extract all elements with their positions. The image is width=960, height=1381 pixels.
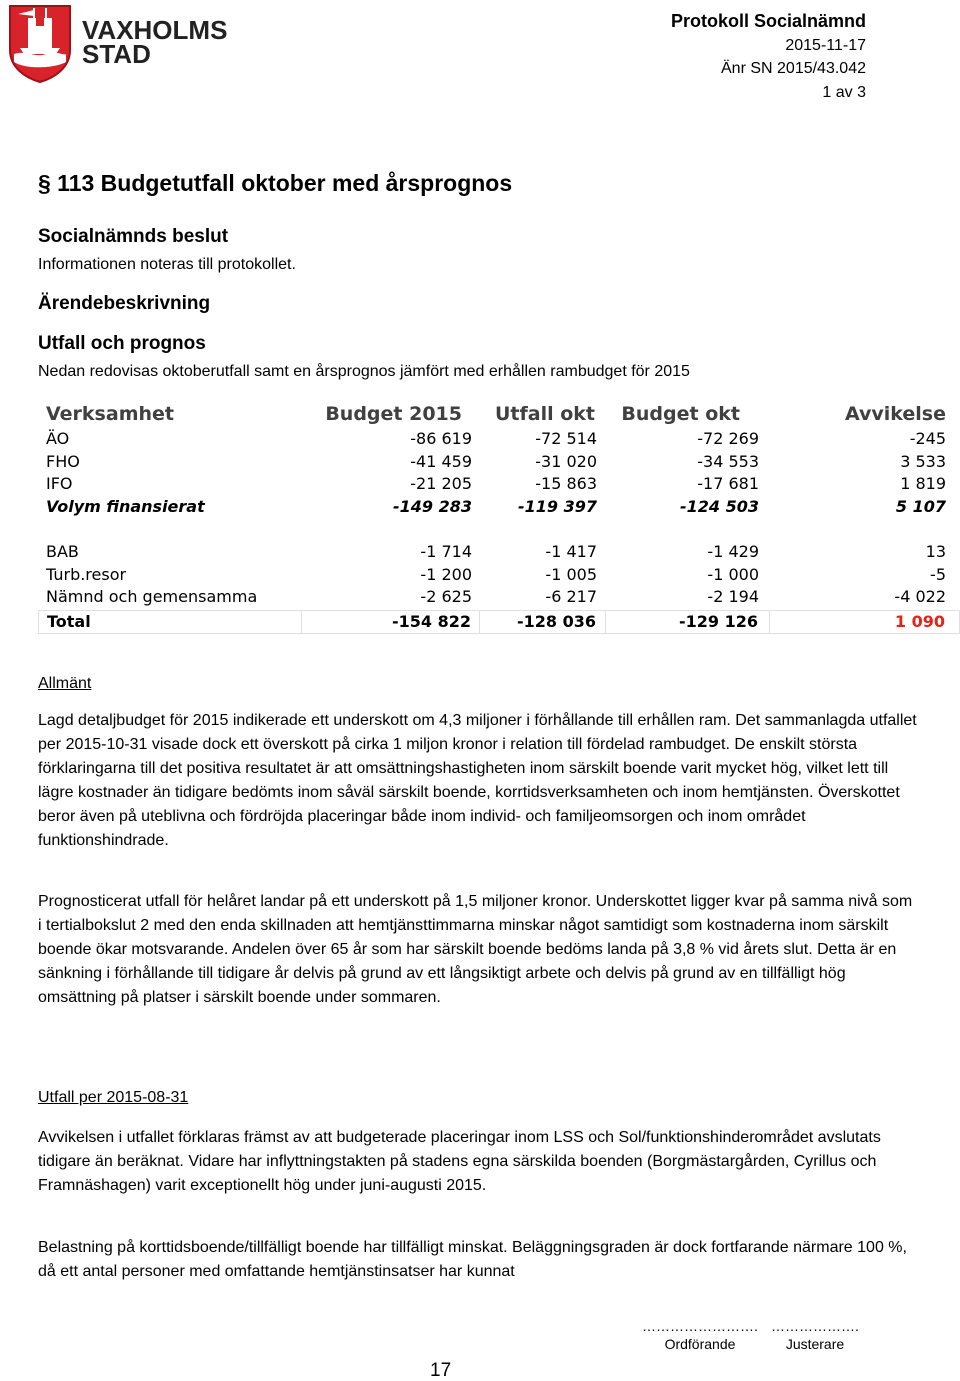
- doc-ref: Änr SN 2015/43.042: [721, 60, 866, 77]
- signature-line: ……………….: [771, 1318, 859, 1334]
- outcome-aug-paragraph-1: Avvikelsen i utfallet förklaras främst av att budgeterade placeringar inom LSS och Sol/funktionshinderområdet avslutats tidigare än beräknat. Vidare har inflyttningstakten på stadens egna särskilda boenden (Borgmästargården, Cyrillus och Framnäshagen) varit exceptionellt hög under juni-augusti 2015.: [38, 1129, 881, 1194]
- description-heading: Ärendebeskrivning: [38, 293, 211, 314]
- table-cell: -72 514: [535, 429, 597, 448]
- table-cell: 13: [925, 542, 946, 561]
- budget-table: [38, 400, 960, 634]
- table-cell: -154 822: [391, 611, 471, 631]
- org-name-line2: STAD: [82, 39, 151, 69]
- table-cell: -17 681: [697, 474, 759, 493]
- table-cell: -1 000: [707, 564, 759, 584]
- page-indicator: 1 av 3: [822, 83, 866, 101]
- outcome-aug-paragraph-2: Belastning på korttidsboende/tillfälligt boende har tillfälligt minskat. Beläggningsgraden är dock fortfarande närmare 100 %, då ett antal personer med omfattande hemtjänstinsatser har kunnat: [38, 1239, 907, 1280]
- table-cell: -124 503: [679, 496, 759, 516]
- table-cell: -1 417: [545, 542, 597, 561]
- table-row: [38, 451, 960, 474]
- signature-line: …………………….: [642, 1318, 758, 1334]
- col-header: Budget okt: [621, 403, 740, 425]
- table-row: [38, 428, 960, 451]
- table-cell: -5: [930, 564, 946, 584]
- table-cell: -1 714: [420, 542, 472, 561]
- table-cell: Volym finansierat: [46, 496, 205, 516]
- table-row: [38, 586, 960, 609]
- table-cell: -34 553: [697, 451, 759, 471]
- table-row: [38, 473, 960, 496]
- table-cell: -119 397: [517, 496, 597, 516]
- table-cell: -129 126: [678, 611, 758, 631]
- intro-text: Nedan redovisas oktoberutfall samt en årsprognos jämfört med erhållen rambudget för 2015: [38, 363, 690, 380]
- table-cell: -1 200: [420, 564, 472, 584]
- general-paragraph-1: Lagd detaljbudget för 2015 indikerade ett underskott om 4,3 miljoner i förhållande till erhållen ram. Det sammanlagda utfallet per 2015-10-31 visade dock ett överskott på cirka 1 miljon kronor i relation till fördelad rambudget. De enskilt största förklaringarna till det positiva resultatet är att omsättningshastigheten inom särskilt boende varit mycket hög, vilket lett till lägre kostnader än tidigare bedömts inom såväl särskilt boende, korrtidsverksamheten och inom hemtjänsten. Överskottet beror även på uteblivna och fördröjda placeringar både inom individ- och familjeomsorgen och inom området funktionshindrade.: [38, 712, 917, 849]
- table-header-row: [38, 400, 960, 428]
- table-cell: 1 819: [900, 474, 946, 493]
- table-cell: FHO: [46, 451, 80, 471]
- table-cell: -1 005: [545, 564, 597, 584]
- protocol-header: [671, 10, 866, 104]
- table-cell: -1 429: [707, 542, 759, 561]
- col-header: Utfall okt: [494, 403, 595, 425]
- table-cell: 5 107: [895, 496, 946, 516]
- table-cell: -2 194: [707, 587, 759, 606]
- table-cell: ÄO: [46, 429, 70, 448]
- table-cell: Turb.resor: [46, 564, 127, 584]
- table-row: [38, 541, 960, 564]
- signature-label: Ordförande: [664, 1336, 736, 1352]
- table-cell-highlight: 1 090: [894, 611, 945, 631]
- table-cell: IFO: [46, 474, 73, 493]
- city-logo: [6, 4, 74, 84]
- col-header: Budget 2015: [325, 403, 462, 425]
- signature-label: Justerare: [785, 1336, 845, 1352]
- table-cell: -72 269: [697, 429, 759, 448]
- signature-adjuster: [760, 1318, 870, 1352]
- table-cell: -2 625: [420, 587, 472, 606]
- doc-title: Protokoll Socialnämnd: [670, 11, 866, 31]
- table-cell: -21 205: [410, 474, 472, 493]
- section-title: § 113 Budgetutfall oktober med årsprognos: [38, 170, 513, 196]
- general-heading: Allmänt: [38, 675, 92, 692]
- total-row: [38, 610, 960, 634]
- outcome-heading: Utfall och prognos: [38, 333, 206, 354]
- table-cell: -6 217: [545, 587, 597, 606]
- table-cell: -245: [909, 429, 946, 448]
- col-header: Avvikelse: [844, 403, 946, 425]
- signature-chair: [640, 1318, 760, 1352]
- doc-date: 2015-11-17: [785, 36, 866, 54]
- outcome-aug-heading: Utfall per 2015-08-31: [38, 1089, 189, 1106]
- table-row: [38, 564, 960, 587]
- table-cell: -128 036: [516, 611, 596, 631]
- org-name-line1: VAXHOLMS: [82, 15, 228, 45]
- subtotal-row: [38, 496, 960, 519]
- table-cell: -15 863: [535, 474, 597, 493]
- table-cell: Nämnd och gemensamma: [46, 587, 258, 606]
- org-name: [82, 15, 228, 69]
- page-number: 17: [430, 1360, 452, 1381]
- table-cell: BAB: [46, 542, 79, 561]
- decision-text: Informationen noteras till protokollet.: [38, 256, 296, 273]
- table-cell: -4 022: [894, 587, 946, 606]
- table-cell: -31 020: [535, 451, 597, 471]
- table-cell: Total: [47, 611, 91, 631]
- table-cell: -41 459: [410, 451, 472, 471]
- table-cell: 3 533: [900, 451, 946, 471]
- table-cell: -86 619: [410, 429, 472, 448]
- decision-heading: Socialnämnds beslut: [38, 226, 229, 247]
- general-paragraph-2: Prognosticerat utfall för helåret landar på ett underskott på 1,5 miljoner kronor. Underskottet ligger kvar på samma nivå som i tertialbokslut 2 med den enda skillnaden att hemtjänsttimmarna minskar något samtidigt som kostnaderna inom särskilt boende ökar motsvarande. Andelen över 65 år som har särskilt boende bedöms landa på 3,8 % vid årets slut. Detta är en sänkning i förhållande till tidigare år delvis på grund av ett långsiktigt arbete och delvis på grund av en tillfälligt hög omsättning på platser i särskilt boende under sommaren.: [38, 893, 913, 1006]
- table-cell: -149 283: [392, 496, 472, 516]
- col-header: Verksamhet: [46, 403, 174, 425]
